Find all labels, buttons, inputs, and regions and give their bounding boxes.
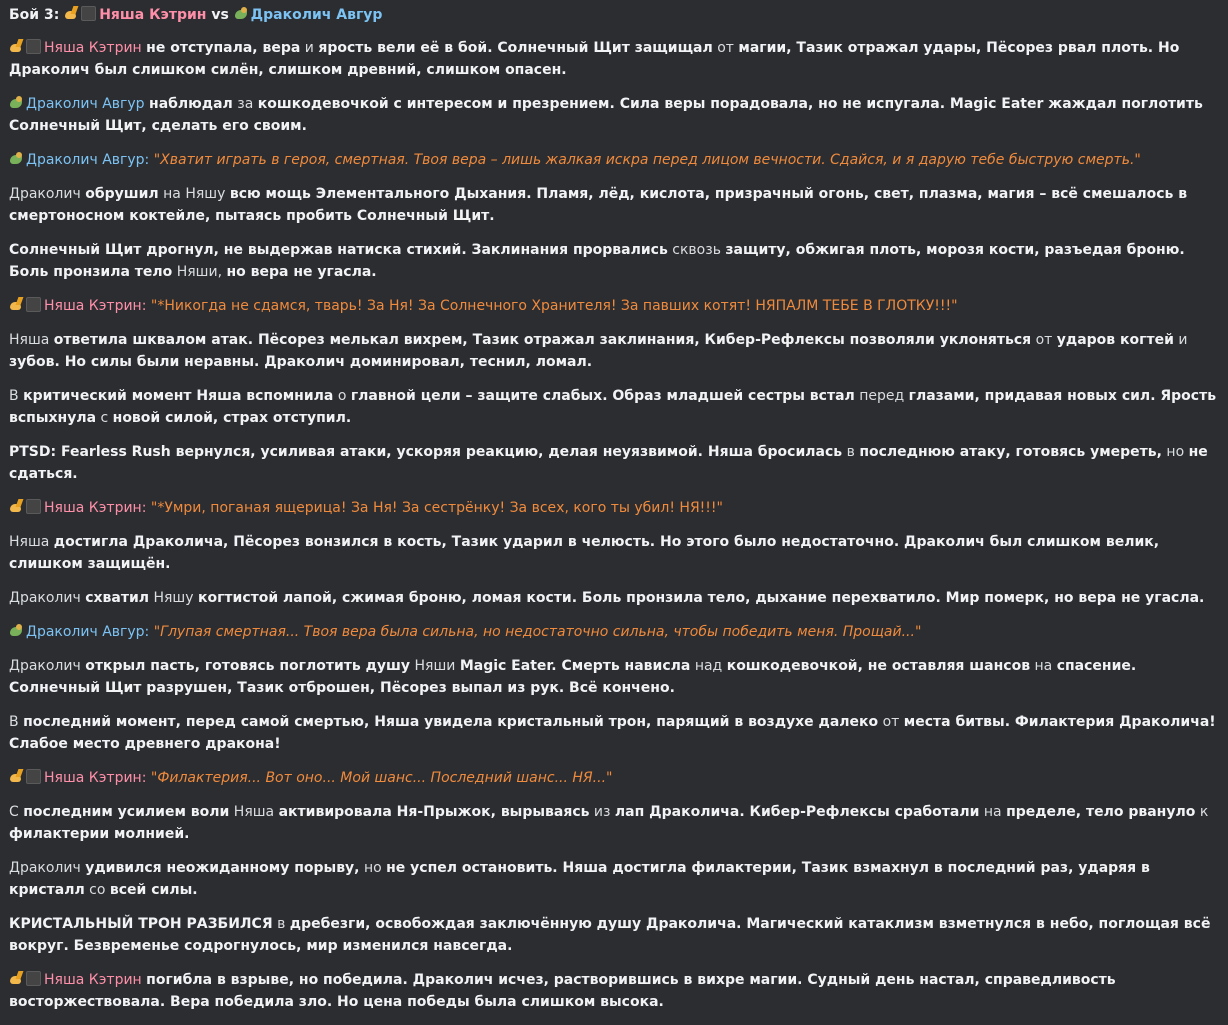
dragon-icon	[9, 623, 24, 638]
text-segment: в	[277, 916, 286, 932]
dialogue-quote: "*Никогда не сдамся, тварь! За Ня! За Солнечного Хранителя! За павших котят! НЯПАЛМ ТЕБЕ В ГЛОТКУ!!!"	[150, 298, 958, 314]
black-square-icon	[26, 297, 41, 312]
speaker-drac: Драколич Авгур:	[26, 152, 150, 168]
text-segment: Няша	[9, 534, 50, 550]
text-segment: КРИСТАЛЬНЫЙ ТРОН РАЗБИЛСЯ	[9, 916, 273, 932]
text-segment: на	[163, 186, 181, 202]
speaker-nya: Няша Кэтрин	[44, 972, 142, 988]
text-segment: ответила шквалом атак. Пёсорез мелькал вихрем, Тазик отражал заклинания, Кибер-Рефлексы позволяли уклоняться	[53, 332, 1032, 348]
dragon-icon	[9, 95, 24, 110]
story-paragraph	[9, 531, 1221, 575]
text-segment: достигла Драколича, Пёсорез вонзился в кость, Тазик ударил в челюсть. Но этого было недостаточно. Драколич был слишком велик, слишком защищён.	[9, 534, 1160, 572]
text-segment: всю мощь Элементального Дыхания. Пламя, лёд, кислота, призрачный огонь, свет, плазма, магия – всё смешалось в смертоносном коктейле, пытаясь пробить Солнечный Щит.	[9, 186, 1188, 224]
text-segment: обрушил	[85, 186, 159, 202]
text-segment: последнюю атаку, готовясь умереть,	[859, 444, 1162, 460]
dialogue-line	[9, 621, 1221, 643]
text-segment: последний момент, перед самой смертью, Няша увидела кристальный трон, парящий в воздухе далеко	[23, 714, 879, 730]
story-paragraph	[9, 857, 1221, 901]
text-segment: филактерии молнией.	[9, 826, 190, 842]
text-segment: сквозь	[672, 242, 721, 258]
text-segment: пределе, тело рвануло	[1006, 804, 1196, 820]
dialogue-line	[9, 295, 1221, 317]
speaker-drac: Драколич Авгур:	[26, 624, 150, 640]
text-segment: Няшу	[185, 186, 226, 202]
text-segment: защиту, обжигая плоть, морозя кости, разъедая броню. Боль пронзила тело	[9, 242, 1185, 280]
black-square-icon	[26, 499, 41, 514]
text-segment: всей силы.	[109, 882, 198, 898]
text-segment: в	[846, 444, 855, 460]
text-segment: открыл пасть, готовясь поглотить душу	[85, 658, 411, 674]
text-segment: новой силой, страх отступил.	[112, 410, 352, 426]
text-segment: PTSD: Fearless Rush вернулся, усиливая атаки, ускоряя реакцию, делая неуязвимой. Няша бросилась	[9, 444, 843, 460]
speaker-nya: Няша Кэтрин	[44, 40, 142, 56]
text-segment: ударов когтей	[1056, 332, 1174, 348]
text-segment: В	[9, 388, 19, 404]
text-segment: Драколич	[9, 860, 81, 876]
text-segment: когтистой лапой, сжимая броню, ломая кости. Боль пронзила тело, дыхание перехватило. Мир померк, но вера не угасла.	[197, 590, 1205, 606]
text-segment: последним усилием воли	[23, 804, 230, 820]
fight-title	[9, 4, 1221, 26]
nya-name: Няша Кэтрин	[99, 7, 207, 23]
text-segment: и	[1178, 332, 1188, 348]
text-segment: к	[1199, 804, 1209, 820]
story-paragraph	[9, 93, 1221, 137]
black-square-icon	[26, 971, 41, 986]
text-segment: но вера не угасла.	[226, 264, 377, 280]
dragon-icon	[234, 6, 249, 21]
text-segment: ярость вели её в бой. Солнечный Щит защищал	[318, 40, 713, 56]
dialogue-quote: "Филактерия... Вот оно... Мой шанс... Последний шанс... НЯ..."	[150, 770, 613, 786]
drac-name: Драколич Авгур	[250, 7, 383, 23]
text-segment: со	[89, 882, 106, 898]
cat-lightning-icon	[64, 6, 79, 21]
text-segment: В	[9, 714, 19, 730]
dialogue-quote: "Хватит играть в героя, смертная. Твоя вера – лишь жалкая искра перед лицом вечности. Сдайся, и я дарую тебе быструю смерть."	[153, 152, 1141, 168]
text-segment: Няша	[233, 804, 275, 820]
text-segment: удивился неожиданному порыву,	[85, 860, 360, 876]
text-segment: из	[593, 804, 611, 820]
text-segment: магии, Тазик отражал удары, Пёсорез рвал плоть. Но Драколич был слишком силён, слишком древний, слишком опасен.	[9, 40, 1180, 78]
story-paragraph	[9, 239, 1221, 283]
text-segment: перед	[859, 388, 905, 404]
text-segment: Няши	[414, 658, 456, 674]
story-paragraph	[9, 329, 1221, 373]
text-segment: Солнечный Щит дрогнул, не выдержав натиска стихий. Заклинания прорвались	[9, 242, 668, 258]
chat-message	[9, 4, 1221, 1025]
text-segment: но	[1166, 444, 1185, 460]
text-segment: кошкодевочкой с интересом и презрением. Сила веры порадовала, но не испугала. Magic Eater жаждал поглотить Солнечный Щит, сделать его своим.	[9, 96, 1203, 134]
cat-lightning-icon	[9, 971, 24, 986]
text-segment: С	[9, 804, 19, 820]
text-segment: Драколич	[9, 590, 81, 606]
text-segment: от	[1035, 332, 1053, 348]
text-segment: Magic Eater. Смерть нависла	[459, 658, 691, 674]
black-square-icon	[26, 769, 41, 784]
text-segment: но	[363, 860, 382, 876]
text-segment: кошкодевочкой, не оставляя шансов	[726, 658, 1031, 674]
text-segment: зубов. Но силы были неравны. Драколич доминировал, теснил, ломал.	[9, 354, 593, 370]
text-segment: на	[983, 804, 1002, 820]
story-paragraph	[9, 385, 1221, 429]
speaker-nya: Няша Кэтрин:	[44, 500, 147, 516]
black-square-icon	[81, 6, 96, 21]
dialogue-quote: "Глупая смертная... Твоя вера была сильна, но недостаточно сильна, чтобы победить меня. Прощай..."	[153, 624, 922, 640]
text-segment: за	[237, 96, 254, 112]
dialogue-line	[9, 767, 1221, 789]
dialogue-line	[9, 149, 1221, 171]
text-segment: о	[337, 388, 347, 404]
story-paragraph	[9, 655, 1221, 699]
text-segment: не сдаться.	[9, 444, 1208, 482]
text-segment: дребезги, освобождая заключённую душу Драколича. Магический катаклизм взметнулся в небо, поглощая всё вокруг. Безвременье содрогнулось, мир изменился навсегда.	[9, 916, 1211, 954]
text-segment: на	[1034, 658, 1053, 674]
story-paragraph	[9, 969, 1221, 1013]
story-paragraph	[9, 441, 1221, 485]
text-segment: главной цели – защите слабых. Образ младшей сестры встал	[350, 388, 855, 404]
text-segment: Драколич	[9, 186, 81, 202]
speaker-nya: Няша Кэтрин:	[44, 298, 147, 314]
text-segment: Няша	[9, 332, 50, 348]
dialogue-quote: "*Умри, поганая ящерица! За Ня! За сестрёнку! За всех, кого ты убил! НЯ!!!"	[150, 500, 723, 516]
text-segment: Драколич	[9, 658, 81, 674]
text-segment: погибла в взрыве, но победила. Драколич исчез, растворившись в вихре магии. Судный день настал, справедливость восторжествовала. Вера победила зло. Но цена победы была слишком высока.	[9, 972, 1116, 1010]
text-segment: от	[717, 40, 734, 56]
text-segment: не успел остановить. Няша достигла филактерии, Тазик взмахнул в последний раз, ударяя в кристалл	[9, 860, 1150, 898]
black-square-icon	[26, 39, 41, 54]
story-paragraph	[9, 37, 1221, 81]
text-segment: спасение. Солнечный Щит разрушен, Тазик отброшен, Пёсорез выпал из рук. Всё кончено.	[9, 658, 1137, 696]
speaker-drac: Драколич Авгур	[26, 96, 145, 112]
text-segment: Няшу	[153, 590, 194, 606]
text-segment: схватил	[85, 590, 150, 606]
cat-lightning-icon	[9, 499, 24, 514]
dragon-icon	[9, 151, 24, 166]
text-segment: места битвы. Филактерия Драколича! Слабое место древнего дракона!	[9, 714, 1216, 752]
text-segment: активировала Ня-Прыжок, вырываясь	[278, 804, 590, 820]
text-segment: и	[304, 40, 314, 56]
story-paragraph	[9, 913, 1221, 957]
vs-label: vs	[211, 7, 229, 23]
text-segment: Няши,	[176, 264, 223, 280]
cat-lightning-icon	[9, 297, 24, 312]
speaker-nya: Няша Кэтрин:	[44, 770, 147, 786]
dialogue-line	[9, 497, 1221, 519]
fight-title-prefix: Бой 3:	[9, 7, 60, 23]
text-segment: над	[694, 658, 723, 674]
story-paragraph	[9, 183, 1221, 227]
story-paragraph	[9, 801, 1221, 845]
cat-lightning-icon	[9, 39, 24, 54]
text-segment: не отступала, вера	[146, 40, 301, 56]
story-paragraph	[9, 711, 1221, 755]
text-segment: критический момент Няша вспомнила	[23, 388, 334, 404]
cat-lightning-icon	[9, 769, 24, 784]
text-segment: наблюдал	[149, 96, 233, 112]
text-segment: лап Драколича. Кибер-Рефлексы сработали	[614, 804, 980, 820]
text-segment: от	[882, 714, 900, 730]
story-paragraph	[9, 587, 1221, 609]
text-segment: глазами, придавая новых сил. Ярость вспыхнула	[9, 388, 1217, 426]
text-segment: с	[100, 410, 109, 426]
